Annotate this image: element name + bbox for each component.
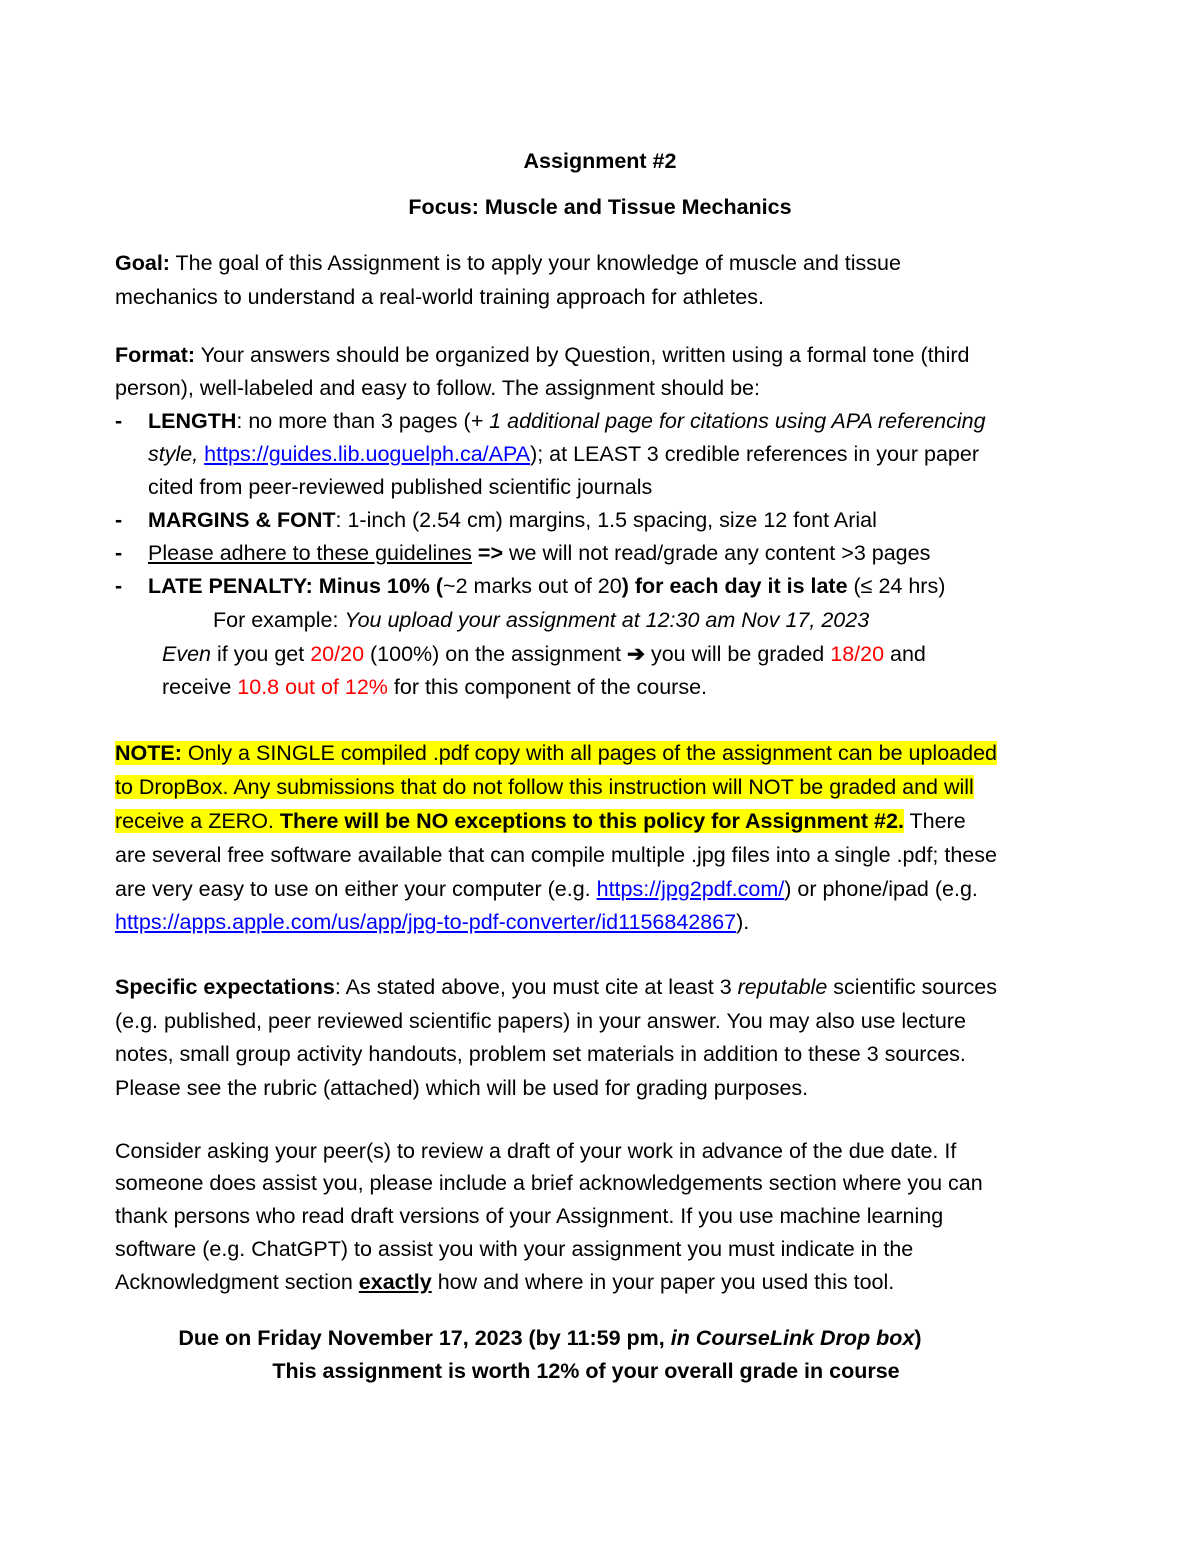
adhere-bullet: Please adhere to these guidelines => we will not read/grade any content >3 pages [148,541,931,565]
specific-paragraph-line-1: Specific expectations: As stated above, you must cite at least 3 reputable scientific sources [115,975,997,999]
worth-line: This assignment is worth 12% of your overall grade in course [272,1359,900,1383]
length-bullet-line-2: style, https://guides.lib.uoguelph.ca/APA); at LEAST 3 credible references in your paper [148,442,980,466]
specific-paragraph-line-3: notes, small group activity handouts, problem set materials in addition to these 3 sources. [115,1042,966,1066]
note-paragraph-line-6: https://apps.apple.com/us/app/jpg-to-pdf-converter/id1156842867). [115,910,750,934]
specific-paragraph-line-2: (e.g. published, peer reviewed scientific papers) in your answer. You may also use lecture [115,1009,966,1033]
note-paragraph-line-1: NOTE: Only a SINGLE compiled .pdf copy with all pages of the assignment can be uploaded [115,741,997,765]
apple-app-link[interactable]: https://apps.apple.com/us/app/jpg-to-pdf-converter/id1156842867 [115,910,737,934]
note-paragraph-line-3: receive a ZERO. There will be NO exceptions to this policy for Assignment #2. There [115,809,966,833]
consider-paragraph-line-2: someone does assist you, please include a brief acknowledgements section where you can [115,1171,983,1195]
format-paragraph-line-1: Format: Your answers should be organized by Question, written using a formal tone (third [115,343,970,367]
specific-paragraph-line-4: Please see the rubric (attached) which will be used for grading purposes. [115,1076,809,1100]
bullet-dash: - [115,508,123,532]
jpg2pdf-link[interactable]: https://jpg2pdf.com/ [596,877,785,901]
consider-paragraph-line-5: Acknowledgment section exactly how and where in your paper you used this tool. [115,1270,895,1294]
length-bullet-line-1: LENGTH: no more than 3 pages (+ 1 additional page for citations using APA referencing [148,409,986,433]
due-date-line: Due on Friday November 17, 2023 (by 11:59 pm, in CourseLink Drop box) [178,1326,922,1350]
bullet-dash: - [115,409,123,433]
page-title: Assignment #2 [523,149,677,173]
late-penalty-bullet: LATE PENALTY: Minus 10% (~2 marks out of 20) for each day it is late (≤ 24 hrs) [148,574,946,598]
goal-paragraph-line-2: mechanics to understand a real-world training approach for athletes. [115,285,764,309]
margins-bullet: MARGINS & FONT: 1-inch (2.54 cm) margins, 1.5 spacing, size 12 font Arial [148,508,877,532]
late-even-line: Even if you get 20/20 (100%) on the assignment ➔ you will be graded 18/20 and [162,642,926,666]
consider-paragraph-line-3: thank persons who read draft versions of your Assignment. If you use machine learning [115,1204,944,1228]
length-bullet-line-3: cited from peer-reviewed published scientific journals [148,475,653,499]
bullet-dash: - [115,541,123,565]
note-paragraph-line-4: are several free software available that can compile multiple .jpg files into a single .pdf; these [115,843,997,867]
focus-subtitle: Focus: Muscle and Tissue Mechanics [408,195,792,219]
consider-paragraph-line-1: Consider asking your peer(s) to review a draft of your work in advance of the due date. If [115,1139,957,1163]
arrow-right-icon: ➔ [626,642,645,666]
apa-guide-link[interactable]: https://guides.lib.uoguelph.ca/APA [204,442,531,466]
format-paragraph-line-2: person), well-labeled and easy to follow. The assignment should be: [115,376,760,400]
goal-paragraph-line-1: Goal: The goal of this Assignment is to apply your knowledge of muscle and tissue [115,251,901,275]
bullet-dash: - [115,574,123,598]
note-paragraph-line-2: to DropBox. Any submissions that do not follow this instruction will NOT be graded and will [115,775,974,799]
late-example-line: For example: You upload your assignment at 12:30 am Nov 17, 2023 [213,608,870,632]
consider-paragraph-line-4: software (e.g. ChatGPT) to assist you with your assignment you must indicate in the [115,1237,914,1261]
late-receive-line: receive 10.8 out of 12% for this component of the course. [162,675,708,699]
note-paragraph-line-5: are very easy to use on either your computer (e.g. https://jpg2pdf.com/) or phone/ipad (e.g. [115,877,978,901]
